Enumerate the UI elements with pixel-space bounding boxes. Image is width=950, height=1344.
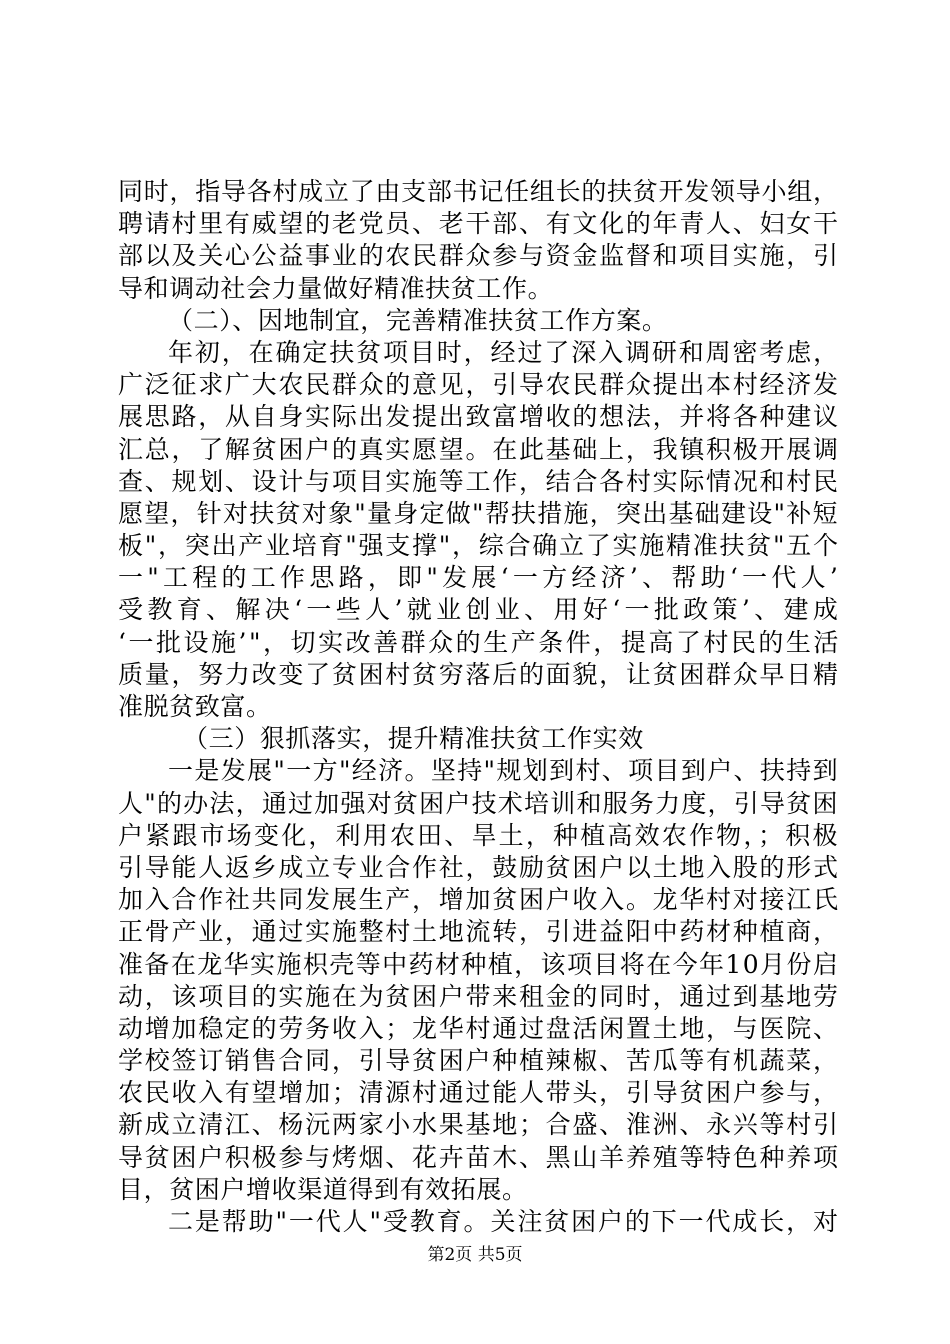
text-line: 愿望，针对扶贫对象"量身定做"帮扶措施，突出基础建设"补短 [118, 498, 839, 528]
text-line: 部以及关心公益事业的农民群众参与资金监督和项目实施，引 [118, 241, 840, 271]
text-line: 导贫困户积极参与烤烟、花卉苗木、黑山羊养殖等特色种养项 [118, 1142, 840, 1172]
text-line: 一"工程的工作思路，即"发展‘一方经济’、帮助‘一代人’ [118, 563, 843, 593]
text-line: 学校签订销售合同，引导贫困户种植辣椒、苦瓜等有机蔬菜， [118, 1046, 840, 1076]
text-line: 准脱贫致富。 [118, 692, 272, 721]
text-line: （三）狠抓落实，提升精准扶贫工作实效 [183, 724, 644, 754]
text-line: 户紧跟市场变化，利用农田、旱土，种植高效农作物，；积极 [118, 820, 840, 850]
text-line: 展思路，从自身实际出发提出致富增收的想法，并将各种建议 [118, 402, 840, 432]
text-line: 动，该项目的实施在为贫困户带来租金的同时，通过到基地劳 [118, 981, 840, 1011]
text-line: 板"，突出产业培育"强支撑"，综合确立了实施精准扶贫"五个 [118, 531, 840, 561]
text-line: 同时，指导各村成立了由支部书记任组长的扶贫开发领导小组， [118, 177, 839, 206]
text-line: 加入合作社共同发展生产，增加贫困户收入。龙华村对接江氏 [118, 885, 840, 915]
text-line: 引导能人返乡成立专业合作社，鼓励贫困户以土地入股的形式 [118, 852, 840, 882]
text-line: 目，贫困户增收渠道得到有效拓展。 [118, 1174, 528, 1204]
text-line: 准备在龙华实施枳壳等中药材种植，该项目将在今年10月份启 [118, 949, 840, 979]
text-line: 人"的办法，通过加强对贫困户技术培训和服务力度，引导贫困 [118, 788, 839, 818]
body-text [118, 176, 843, 1238]
page-footer: 第2页 共5页 [427, 1245, 523, 1265]
text-line: 一是发展"一方"经济。坚持"规划到村、项目到户、扶持到 [168, 756, 839, 786]
text-line: 质量，努力改变了贫困村贫穷落后的面貌，让贫困群众早日精 [118, 659, 840, 689]
text-line: 聘请村里有威望的老党员、老干部、有文化的年青人、妇女干 [118, 209, 840, 239]
text-line: 汇总，了解贫困户的真实愿望。在此基础上，我镇积极开展调 [118, 434, 840, 464]
text-line: 年初，在确定扶贫项目时，经过了深入调研和周密考虑， [168, 337, 841, 367]
text-line: 二是帮助"一代人"受教育。关注贫困户的下一代成长，对 [168, 1207, 840, 1236]
text-line: 新成立清江、杨沅两家小水果基地；合盛、淮洲、永兴等村引 [118, 1110, 840, 1140]
text-line: 导和调动社会力量做好精准扶贫工作。 [118, 273, 554, 303]
text-line: 农民收入有望增加；清源村通过能人带头，引导贫困户参与， [118, 1078, 840, 1108]
text-line: 广泛征求广大农民群众的意见，引导农民群众提出本村经济发 [118, 370, 840, 400]
text-line: ‘一批设施’"，切实改善群众的生产条件，提高了村民的生活 [118, 627, 841, 657]
text-line: 查、规划、设计与项目实施等工作，结合各村实际情况和村民 [118, 466, 840, 496]
text-line: 动增加稳定的劳务收入；龙华村通过盘活闲置土地，与医院、 [118, 1013, 840, 1043]
text-line: 正骨产业，通过实施整村土地流转，引进益阳中药材种植商， [118, 917, 840, 947]
text-line: （二）、因地制宜，完善精准扶贫工作方案。 [168, 305, 668, 335]
text-line: 受教育、解决‘一些人’就业创业、用好‘一批政策’、建成 [118, 595, 843, 625]
